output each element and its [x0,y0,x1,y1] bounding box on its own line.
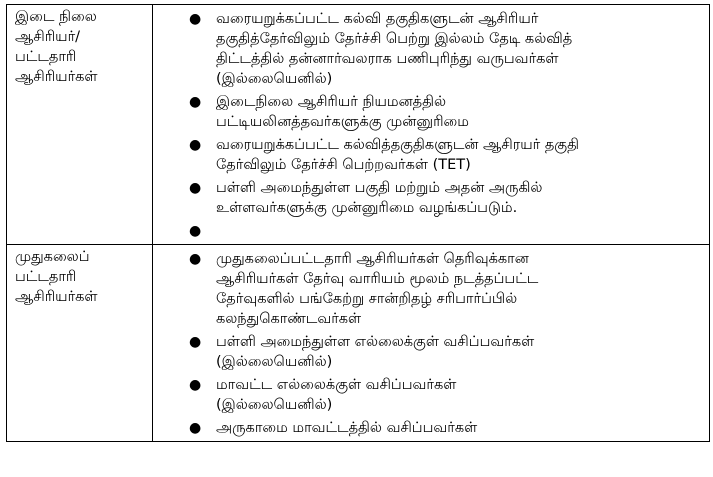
bullet-icon: ● [189,334,202,350]
bullet-icon: ● [189,137,202,153]
list-item [153,375,701,415]
item-line: பள்ளி அமைந்துள்ள எல்லைக்குள் வசிப்பவர்கள் [216,334,535,350]
role-cell-postgraduate-teachers [7,245,153,442]
criteria-list [153,9,701,241]
list-item [153,178,701,218]
item-line: (இல்லையெனில்) [216,397,333,413]
item-line: கலந்துகொண்டவர்கள் [216,311,362,327]
item-line: மாவட்ட எல்லைக்குள் வசிப்பவர்கள் [216,377,457,393]
item-line: பட்டியலினத்தவர்களுக்கு முன்னுரிமை [216,114,469,130]
item-line: இடைநிலை ஆசிரியர் நியமனத்தில் [216,94,447,110]
bullet-icon: ● [189,11,202,27]
list-item [153,249,701,329]
item-line: தேர்வுகளில் பங்கேற்று சான்றிதழ் சரிபார்ப்பில் [216,291,518,307]
bullet-icon: ● [189,251,202,267]
item-line [216,221,701,241]
role-label-line: பட்டதாரி [15,269,77,285]
list-item [153,418,701,438]
criteria-table [6,4,710,442]
item-line: அருகாமை மாவட்டத்தில் வசிப்பவர்கள் [216,420,478,436]
item-line: வரையறுக்கப்பட்ட கல்வி தகுதிகளுடன் ஆசிரியர் [216,11,539,27]
table-row [7,245,710,442]
item-line: தேர்விலும் தேர்ச்சி பெற்றவர்கள் (TET) [216,157,471,173]
criteria-list [153,249,701,438]
role-cell-secondary-graduate-teachers [7,5,153,245]
criteria-cell [153,245,710,442]
table-row [7,5,710,245]
item-line: வரையறுக்கப்பட்ட கல்வித்தகுதிகளுடன் ஆசிரயர் தகுதி [216,137,579,153]
item-line: ஆசிரியர்கள் தேர்வு வாரியம் மூலம் நடத்தப்பட்ட [216,271,539,287]
role-label-line: முதுகலைப் [15,249,90,265]
list-item [153,135,701,175]
bullet-icon: ● [189,223,202,239]
bullet-icon: ● [189,94,202,110]
item-line: தகுதித்தேர்விலும் தேர்ச்சி பெற்று இல்லம் தேடி கல்வித் [216,31,573,47]
criteria-cell [153,5,710,245]
list-item [153,9,701,89]
list-item [153,92,701,132]
list-item-empty [153,221,701,241]
role-label-line: இடை நிலை [15,9,97,25]
bullet-icon: ● [189,180,202,196]
role-label-line: ஆசிரியர்கள் [15,69,98,85]
item-line: (இல்லையெனில்) [216,71,333,87]
item-line: உள்ளவர்களுக்கு முன்னுரிமை வழங்கப்படும். [216,200,518,216]
list-item [153,332,701,372]
item-line: பள்ளி அமைந்துள்ள பகுதி மற்றும் அதன் அருகில் [216,180,543,196]
role-label-line: ஆசிரியர்கள் [15,289,98,305]
role-label-line: பட்டதாரி [15,49,77,65]
item-line: (இல்லையெனில்) [216,354,333,370]
item-line: திட்டத்தில் தன்னார்வலராக பணிபுரிந்து வருபவர்கள் [216,51,559,67]
role-label-line: ஆசிரியர்/ [15,29,81,45]
item-line: முதுகலைப்பட்டதாரி ஆசிரியர்கள் தெரிவுக்கான [216,251,529,267]
bullet-icon: ● [189,420,202,436]
bullet-icon: ● [189,377,202,393]
